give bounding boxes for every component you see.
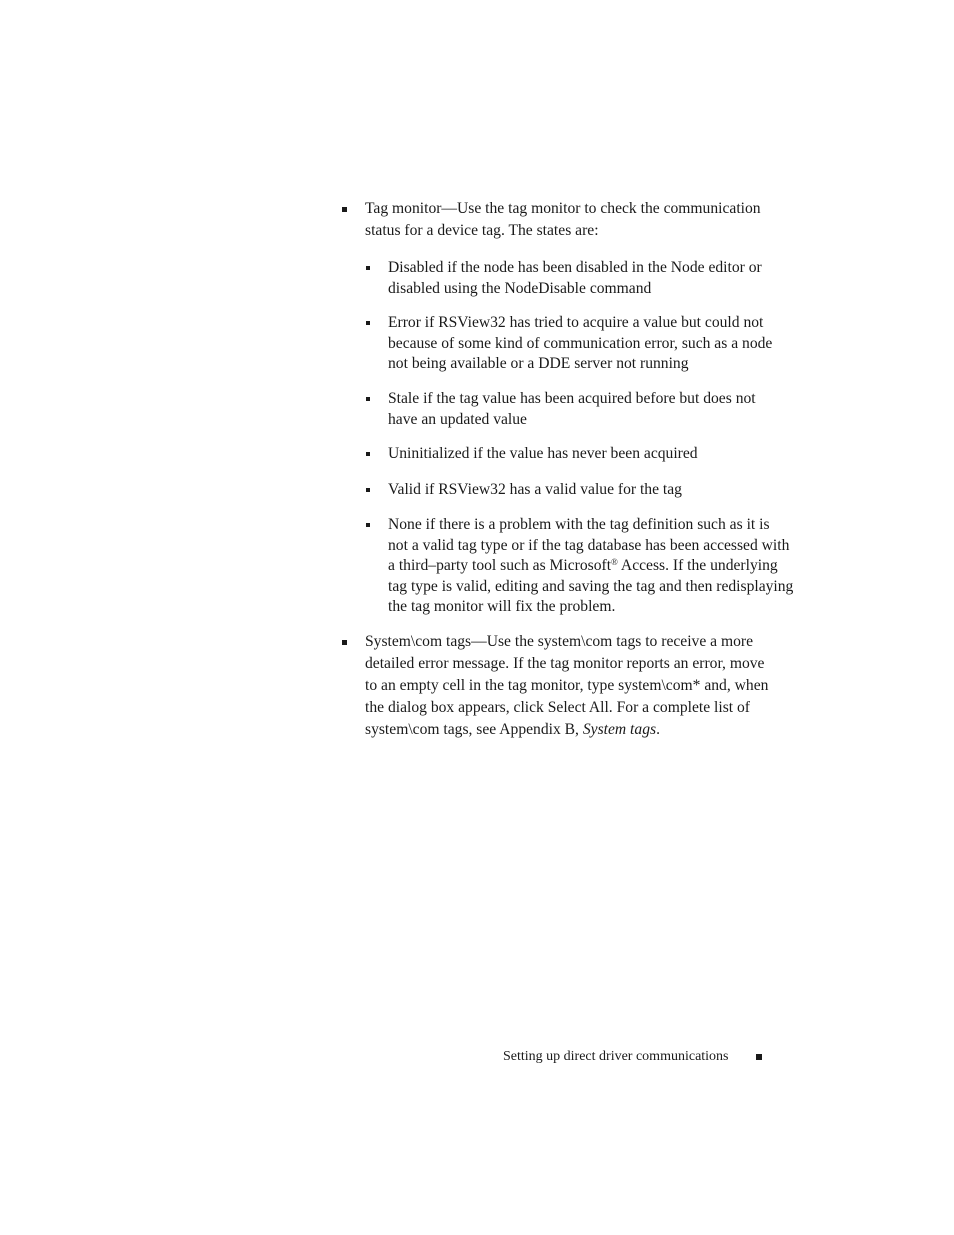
text-line: Valid if RSView32 has a valid value for the tag <box>388 481 682 498</box>
text-line: Uninitialized if the value has never been acquired <box>388 445 698 462</box>
page-footer-title: Setting up direct driver communications <box>503 1049 729 1064</box>
text-line: Tag monitor—Use the tag monitor to check the communication <box>365 200 761 217</box>
sub-bullet-square-icon <box>366 488 370 492</box>
text-line: because of some kind of communication error, such as a node <box>388 334 773 352</box>
text-fragment: Access. If the underlying <box>617 557 778 574</box>
text-line: System\com tags—Use the system\com tags to receive a more <box>365 633 754 650</box>
text-line: detailed error message. If the tag monitor reports an error, move <box>365 655 765 672</box>
text-fragment: system\com tags, see Appendix B, <box>365 721 583 738</box>
text-line: have an updated value <box>388 410 527 428</box>
text-line: status for a device tag. The states are: <box>365 222 599 239</box>
bullet-item-system-com-tags <box>365 631 810 741</box>
text-line <box>388 556 810 577</box>
sub-item-stale <box>388 389 810 430</box>
sub-item-none <box>388 515 810 618</box>
sub-item-error <box>388 313 810 375</box>
text-line <box>365 719 810 741</box>
text-fragment: a third–party tool such as Microsoft <box>388 557 612 574</box>
footer-square-icon <box>756 1054 762 1060</box>
text-line: Error if RSView32 has tried to acquire a value but could not <box>388 314 764 331</box>
text-fragment: . <box>656 721 660 738</box>
text-line: disabled using the NodeDisable command <box>388 279 652 297</box>
text-line: not a valid tag type or if the tag database has been accessed with <box>388 536 790 554</box>
bullet-item-tag-monitor <box>365 198 810 242</box>
sub-bullet-square-icon <box>366 321 370 325</box>
text-line: None if there is a problem with the tag definition such as it is <box>388 516 770 533</box>
text-line: the dialog box appears, click Select All. For a complete list of <box>365 699 750 716</box>
bullet-square-icon <box>342 640 347 645</box>
text-line: the tag monitor will fix the problem. <box>388 598 616 615</box>
sub-bullet-square-icon <box>366 523 370 527</box>
text-line: not being available or a DDE server not running <box>388 355 689 372</box>
sub-bullet-square-icon <box>366 452 370 456</box>
sub-bullet-square-icon <box>366 397 370 401</box>
text-line: Disabled if the node has been disabled in the Node editor or <box>388 259 762 276</box>
text-line: Stale if the tag value has been acquired before but does not <box>388 390 756 407</box>
sub-bullet-square-icon <box>366 266 370 270</box>
registered-mark: ® <box>611 557 618 567</box>
cross-reference-title: System tags <box>582 721 657 738</box>
sub-item-uninitialized <box>388 444 810 465</box>
text-line: to an empty cell in the tag monitor, type system\com* and, when <box>365 677 769 694</box>
bullet-square-icon <box>342 207 347 212</box>
sub-item-valid <box>388 480 810 501</box>
sub-item-disabled <box>388 258 810 299</box>
text-line: tag type is valid, editing and saving the tag and then redisplaying <box>388 577 794 595</box>
